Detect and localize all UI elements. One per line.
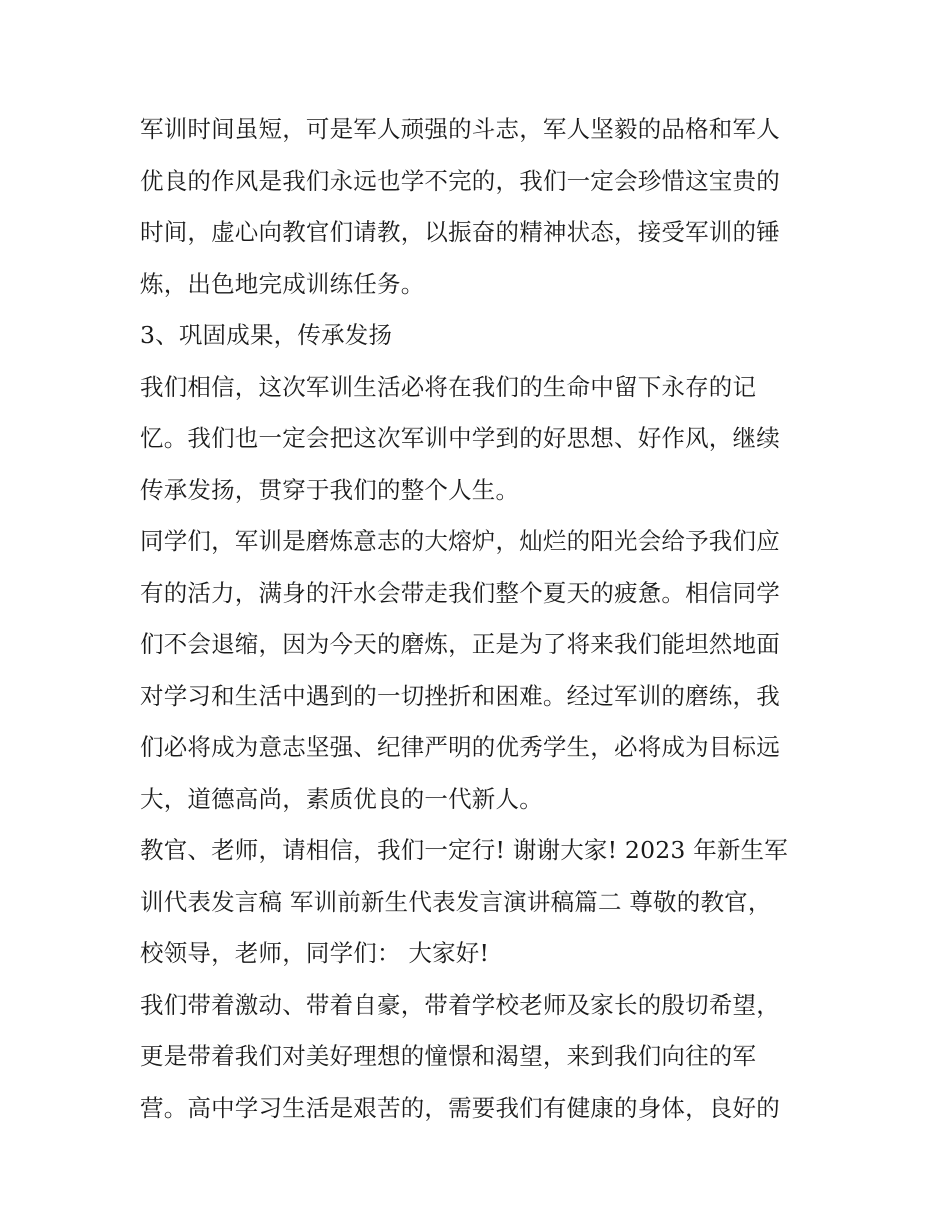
text-line: 校领导，老师，同学们： 大家好!: [140, 939, 490, 967]
text-line: 更是带着我们对美好理想的憧憬和渴望，来到我们向往的军: [140, 1042, 757, 1070]
text-line: 们必将成为意志坚强、纪律严明的优秀学生，必将成为目标远: [140, 733, 780, 761]
text-line: 我们带着激动、带着自豪，带着学校老师及家长的殷切希望，: [140, 990, 780, 1019]
text-line: 同学们，军训是磨炼意志的大熔炉，灿烂的阳光会给予我们应: [140, 527, 780, 555]
text-line: 营。高中学习生活是艰苦的，需要我们有健康的身体，良好的: [140, 1093, 780, 1122]
document-body: [140, 104, 820, 1134]
text-line: 传承发扬，贯穿于我们的整个人生。: [140, 475, 520, 504]
section-heading: 3、巩固成果，传承发扬: [140, 321, 393, 349]
text-line: 教官、老师，请相信，我们一定行! 谢谢大家! 2023 年新生军: [140, 836, 789, 864]
text-line: 军训时间虽短，可是军人顽强的斗志，军人坚毅的品格和军人: [140, 115, 780, 143]
text-line: 炼，出色地完成训练任务。: [140, 269, 425, 298]
text-line: 大，道德高尚，素质优良的一代新人。: [140, 784, 543, 813]
text-line: 优良的作风是我们永远也学不完的，我们一定会珍惜这宝贵的: [140, 166, 780, 195]
text-line: 我们相信，这次军训生活必将在我们的生命中留下永存的记: [140, 372, 757, 401]
text-line: 对学习和生活中遇到的一切挫折和困难。经过军训的磨练，我: [140, 681, 780, 710]
text-line: 时间，虚心向教官们请教，以振奋的精神状态，接受军训的锤: [140, 218, 780, 246]
text-line: 们不会退缩，因为今天的磨炼，正是为了将来我们能坦然地面: [140, 630, 780, 658]
text-line: 有的活力，满身的汗水会带走我们整个夏天的疲惫。相信同学: [140, 578, 780, 607]
text-line: 忆。我们也一定会把这次军训中学到的好思想、好作风，继续: [140, 424, 780, 452]
text-line: 训代表发言稿 军训前新生代表发言演讲稿篇二 尊敬的教官，: [140, 887, 772, 916]
